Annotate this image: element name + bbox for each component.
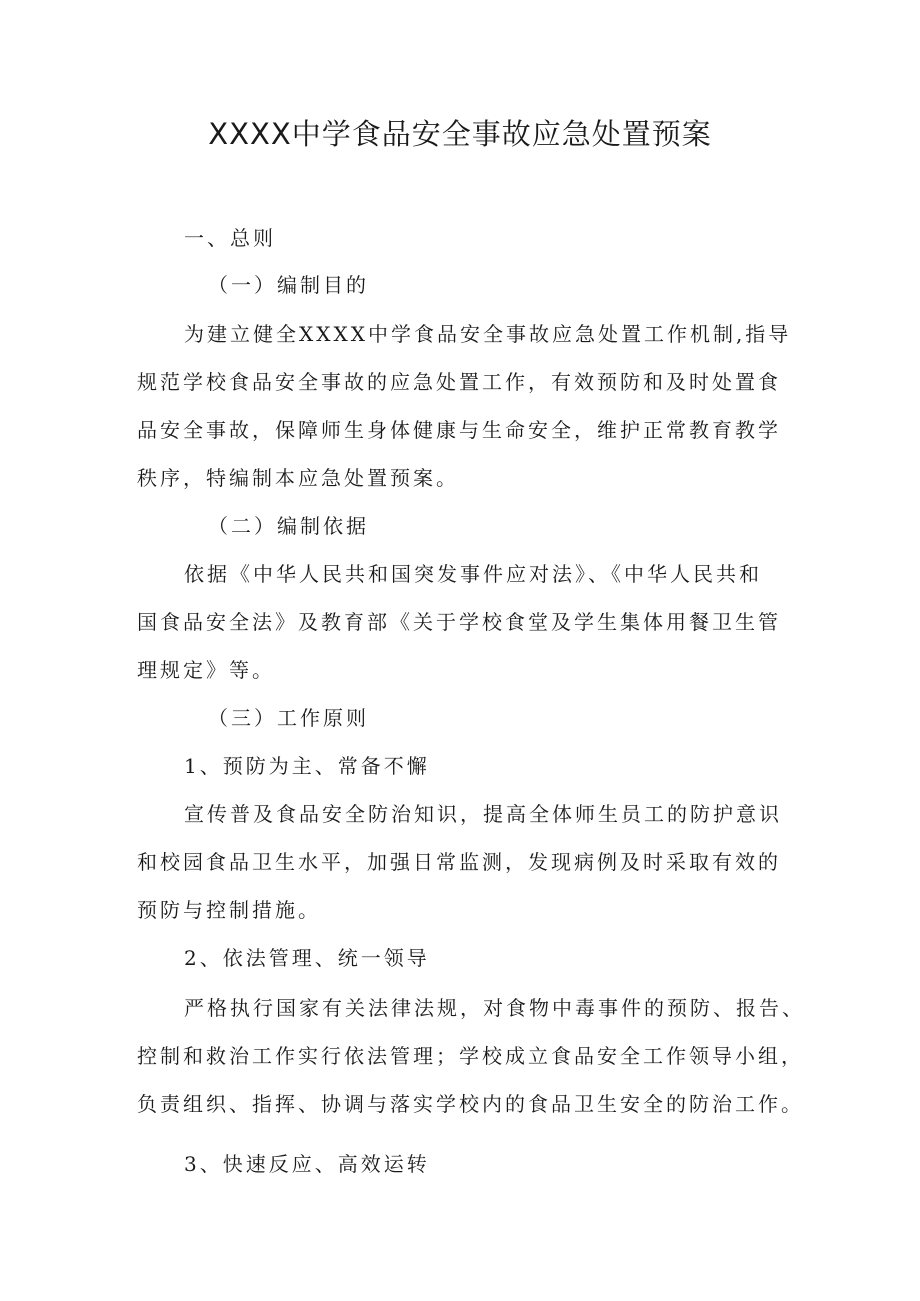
paragraph-line: 国食品安全法》及教育部《关于学校食堂及学生集体用餐卫生管 [137,610,781,634]
principle-heading-2: 2、依法管理、统一领导 [184,946,430,970]
subsection-heading-purpose: （一）编制目的 [208,273,369,297]
paragraph-line: 规范学校食品安全事故的应急处置工作，有效预防和及时处置食 [137,370,781,394]
paragraph-line: 预防与控制措施。 [137,898,321,922]
paragraph-line: 宣传普及食品安全防治知识，提高全体师生员工的防护意识 [184,802,782,826]
subsection-heading-basis: （二）编制依据 [208,514,369,538]
paragraph-line: 为建立健全XXXX中学食品安全事故应急处置工作机制,指导 [184,322,792,346]
principle-heading-1: 1、预防为主、常备不懈 [184,754,430,778]
section-heading-general: 一、总则 [184,226,276,250]
paragraph-line: 负责组织、指挥、协调与落实学校内的食品卫生安全的防治工作。 [137,1092,804,1116]
paragraph-line: 控制和救治工作实行依法管理；学校成立食品安全工作领导小组， [137,1044,804,1068]
paragraph-line: 品安全事故，保障师生身体健康与生命安全，维护正常教育教学 [137,418,781,442]
paragraph-line: 依据《中华人民共和国突发事件应对法》、《中华人民共和 [184,562,762,586]
paragraph-line: 和校园食品卫生水平，加强日常监测，发现病例及时采取有效的 [137,850,781,874]
subsection-heading-principles: （三）工作原则 [208,706,369,730]
paragraph-line: 理规定》等。 [137,658,275,682]
document-title: XXXX中学食品安全事故应急处置预案 [208,117,712,151]
paragraph-line: 秩序，特编制本应急处置预案。 [137,466,459,490]
paragraph-line: 严格执行国家有关法律法规，对食物中毒事件的预防、报告、 [184,996,805,1020]
principle-heading-3: 3、快速反应、高效运转 [184,1152,430,1176]
